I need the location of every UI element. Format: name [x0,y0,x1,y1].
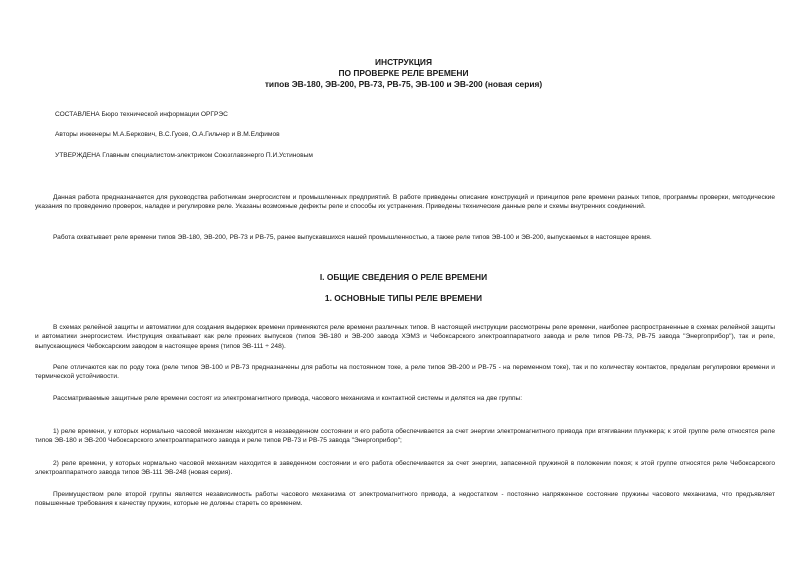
body-paragraph-3: Рассматриваемые защитные реле времени состоят из электромагнитного привода, часового механизма и контактной системы и делятся на две группы: [53,395,523,402]
intro-paragraph-2: Работа охватывает реле времени типов ЭВ-180, ЭВ-200, РВ-73 и РВ-75, ранее выпускавшихся нашей промышленностью, а также реле типов ЭВ-100 и ЭВ-200, выпускаемых в настоящее время. [53,234,652,241]
approved-by: УТВЕРЖДЕНА Главным специалистом-электриком Союзглавэнерго П.И.Устиновым [55,152,313,159]
section-subtitle: 1. ОСНОВНЫЕ ТИПЫ РЕЛЕ ВРЕМЕНИ [324,293,483,303]
authors: Авторы инженеры М.А.Беркович, В.С.Гусев, О.А.Гильчер и В.М.Елфимов [55,131,280,138]
title-line-3: типов ЭВ-180, ЭВ-200, РВ-73, РВ-75, ЭВ-100 и ЭВ-200 (новая серия) [264,79,543,89]
body-paragraph-1: В схемах релейной защиты и автоматики для создания выдержек времени применяются реле времени различных типов. В настоящей инструкции рассмотрены реле времени, наиболее распространенные в схемах релейной защиты и автоматики энергосистем. Инструкция охватывает как реле прежних выпусков (типов ЭВ-180 и ЭВ-200 завода ХЭМЗ и Чебоксарского электроаппаратного завода и реле типов РВ-73, РВ-75 завода "Энергоприбор"), так и реле, выпускающиеся Чебоксарским заводом в настоящее время (типов ЭВ-111 ÷ 248). [35,324,775,350]
body-paragraph-6: Преимуществом реле второй группы является независимость работы часового механизма от электромагнитного привода, а недостатком - постоянно напряженное состояние пружины часового механизма, что предъявляет повышенные требования к качеству пружин, которые не должны стареть со временем. [35,491,775,508]
body-paragraph-5: 2) реле времени, у которых нормально часовой механизм находится в заведенном состоянии и его работа обеспечивается за счет энергии, запасенной пружиной в положении покоя; к этой группе относятся реле Чебоксарского электроаппаратного завода типов ЭВ-111 ЭВ-248 (новая серия). [35,460,775,477]
body-paragraph-4: 1) реле времени, у которых нормально часовой механизм находится в незаведенном состоянии и его работа обеспечивается за счет энергии электромагнитного привода при втягивании плунжера; к этой группе реле относятся реле типов ЭВ-180 и ЭВ-200 Чебоксарского электроаппаратного завода и реле типов РВ-73 и РВ-75 завода "Энергоприбор"; [35,428,775,445]
body-paragraph-2: Реле отличаются как по роду тока (реле типов ЭВ-100 и РВ-73 предназначены для работы на постоянном токе, а реле типов ЭВ-200 и РВ-75 - на переменном токе), так и по количеству контактов, пределам регулировки времени и термической устойчивости. [35,364,775,381]
title-line-1: ИНСТРУКЦИЯ [375,57,432,67]
title-line-2: ПО ПРОВЕРКЕ РЕЛЕ ВРЕМЕНИ [338,68,469,78]
intro-paragraph-1: Данная работа предназначается для руководства работникам энергосистем и промышленных предприятий. В работе приведены описание конструкций и принципов реле времени разных типов, программы проверки, методические указания по проведению проверок, наладке и регулировке реле. Указаны возможные дефекты реле и способы их устранения. Приведены технические данные реле и схемы внутренних соединений. [35,194,775,211]
section-title: I. ОБЩИЕ СВЕДЕНИЯ О РЕЛЕ ВРЕМЕНИ [319,272,488,282]
compiled-by: СОСТАВЛЕНА Бюро технической информации ОРГРЭС [55,111,228,118]
